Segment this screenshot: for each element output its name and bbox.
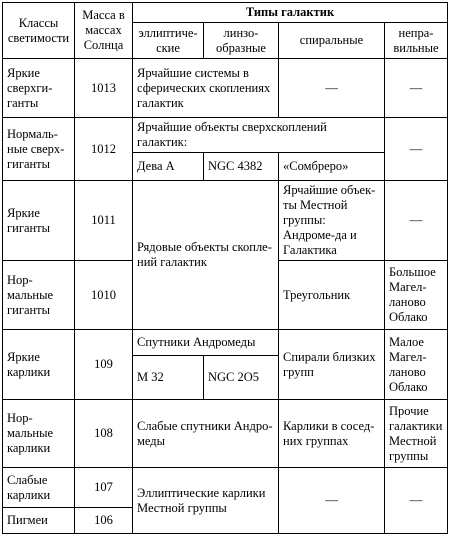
row4-mass: 1010 <box>75 261 133 330</box>
header-irregular: непра-вильные <box>385 23 448 59</box>
header-elliptical: эллиптиче-ские <box>133 23 204 59</box>
row6-spiral: Карлики в сосед-них группах <box>279 400 385 468</box>
row78-ell-len: Эллиптические карлики Местной группы <box>133 468 279 534</box>
row2-irregular: — <box>385 118 448 181</box>
row5-mass: 109 <box>75 330 133 400</box>
row1-spiral: — <box>279 59 385 118</box>
row3-irregular: — <box>385 181 448 261</box>
row5-elliptical: М 32 <box>133 356 204 400</box>
header-spiral: спиральные <box>279 23 385 59</box>
row6-class: Нор-мальные карлики <box>3 400 75 468</box>
row6-irregular: Прочие галактики Местной группы <box>385 400 448 468</box>
row7-mass: 107 <box>75 468 133 508</box>
row8-mass: 106 <box>75 508 133 534</box>
row3-class: Яркие гиганты <box>3 181 75 261</box>
row1-class: Яркие сверхги-ганты <box>3 59 75 118</box>
row4-irregular: Большое Магел-ланово Облако <box>385 261 448 330</box>
row2-spiral: «Сомбреро» <box>279 153 385 181</box>
header-lenticular: линзо-образные <box>204 23 279 59</box>
galaxy-classification-table <box>2 2 448 534</box>
row4-class: Нор-мальные гиганты <box>3 261 75 330</box>
row78-irregular: — <box>385 468 448 534</box>
row2-mass: 1012 <box>75 118 133 181</box>
row78-spiral: — <box>279 468 385 534</box>
row1-mass: 1013 <box>75 59 133 118</box>
row6-mass: 108 <box>75 400 133 468</box>
row3-mass: 1011 <box>75 181 133 261</box>
row5-irregular: Малое Магел-ланово Облако <box>385 330 448 400</box>
row4-spiral: Треугольник <box>279 261 385 330</box>
row8-class: Пигмеи <box>3 508 75 534</box>
header-luminosity-class: Классы светимости <box>3 3 75 59</box>
header-galaxy-types: Типы галактик <box>133 3 448 23</box>
row3-spiral: Ярчайшие объек-ты Местной группы: Андроме-да и Галактика <box>279 181 385 261</box>
row2-span-text: Ярчайшие объекты сверхскоплений галактик: <box>133 118 385 153</box>
row5-lenticular: NGC 2O5 <box>204 356 279 400</box>
row5-class: Яркие карлики <box>3 330 75 400</box>
row1-irregular: — <box>385 59 448 118</box>
row2-lenticular: NGC 4382 <box>204 153 279 181</box>
row1-ell-len: Ярчайшие системы в сферических скоплениях галактик <box>133 59 279 118</box>
row6-ell-len: Слабые спутники Андро-меды <box>133 400 279 468</box>
header-mass: Масса в массах Солнца <box>75 3 133 59</box>
row5-spiral: Спирали близких групп <box>279 330 385 400</box>
row2-class: Нормаль-ные сверх-гиганты <box>3 118 75 181</box>
row2-elliptical: Дева А <box>133 153 204 181</box>
row34-ell-len: Рядовые объекты скопле-ний галактик <box>133 181 279 330</box>
row7-class: Слабые карлики <box>3 468 75 508</box>
row5-span-text: Спутники Андромеды <box>133 330 279 356</box>
